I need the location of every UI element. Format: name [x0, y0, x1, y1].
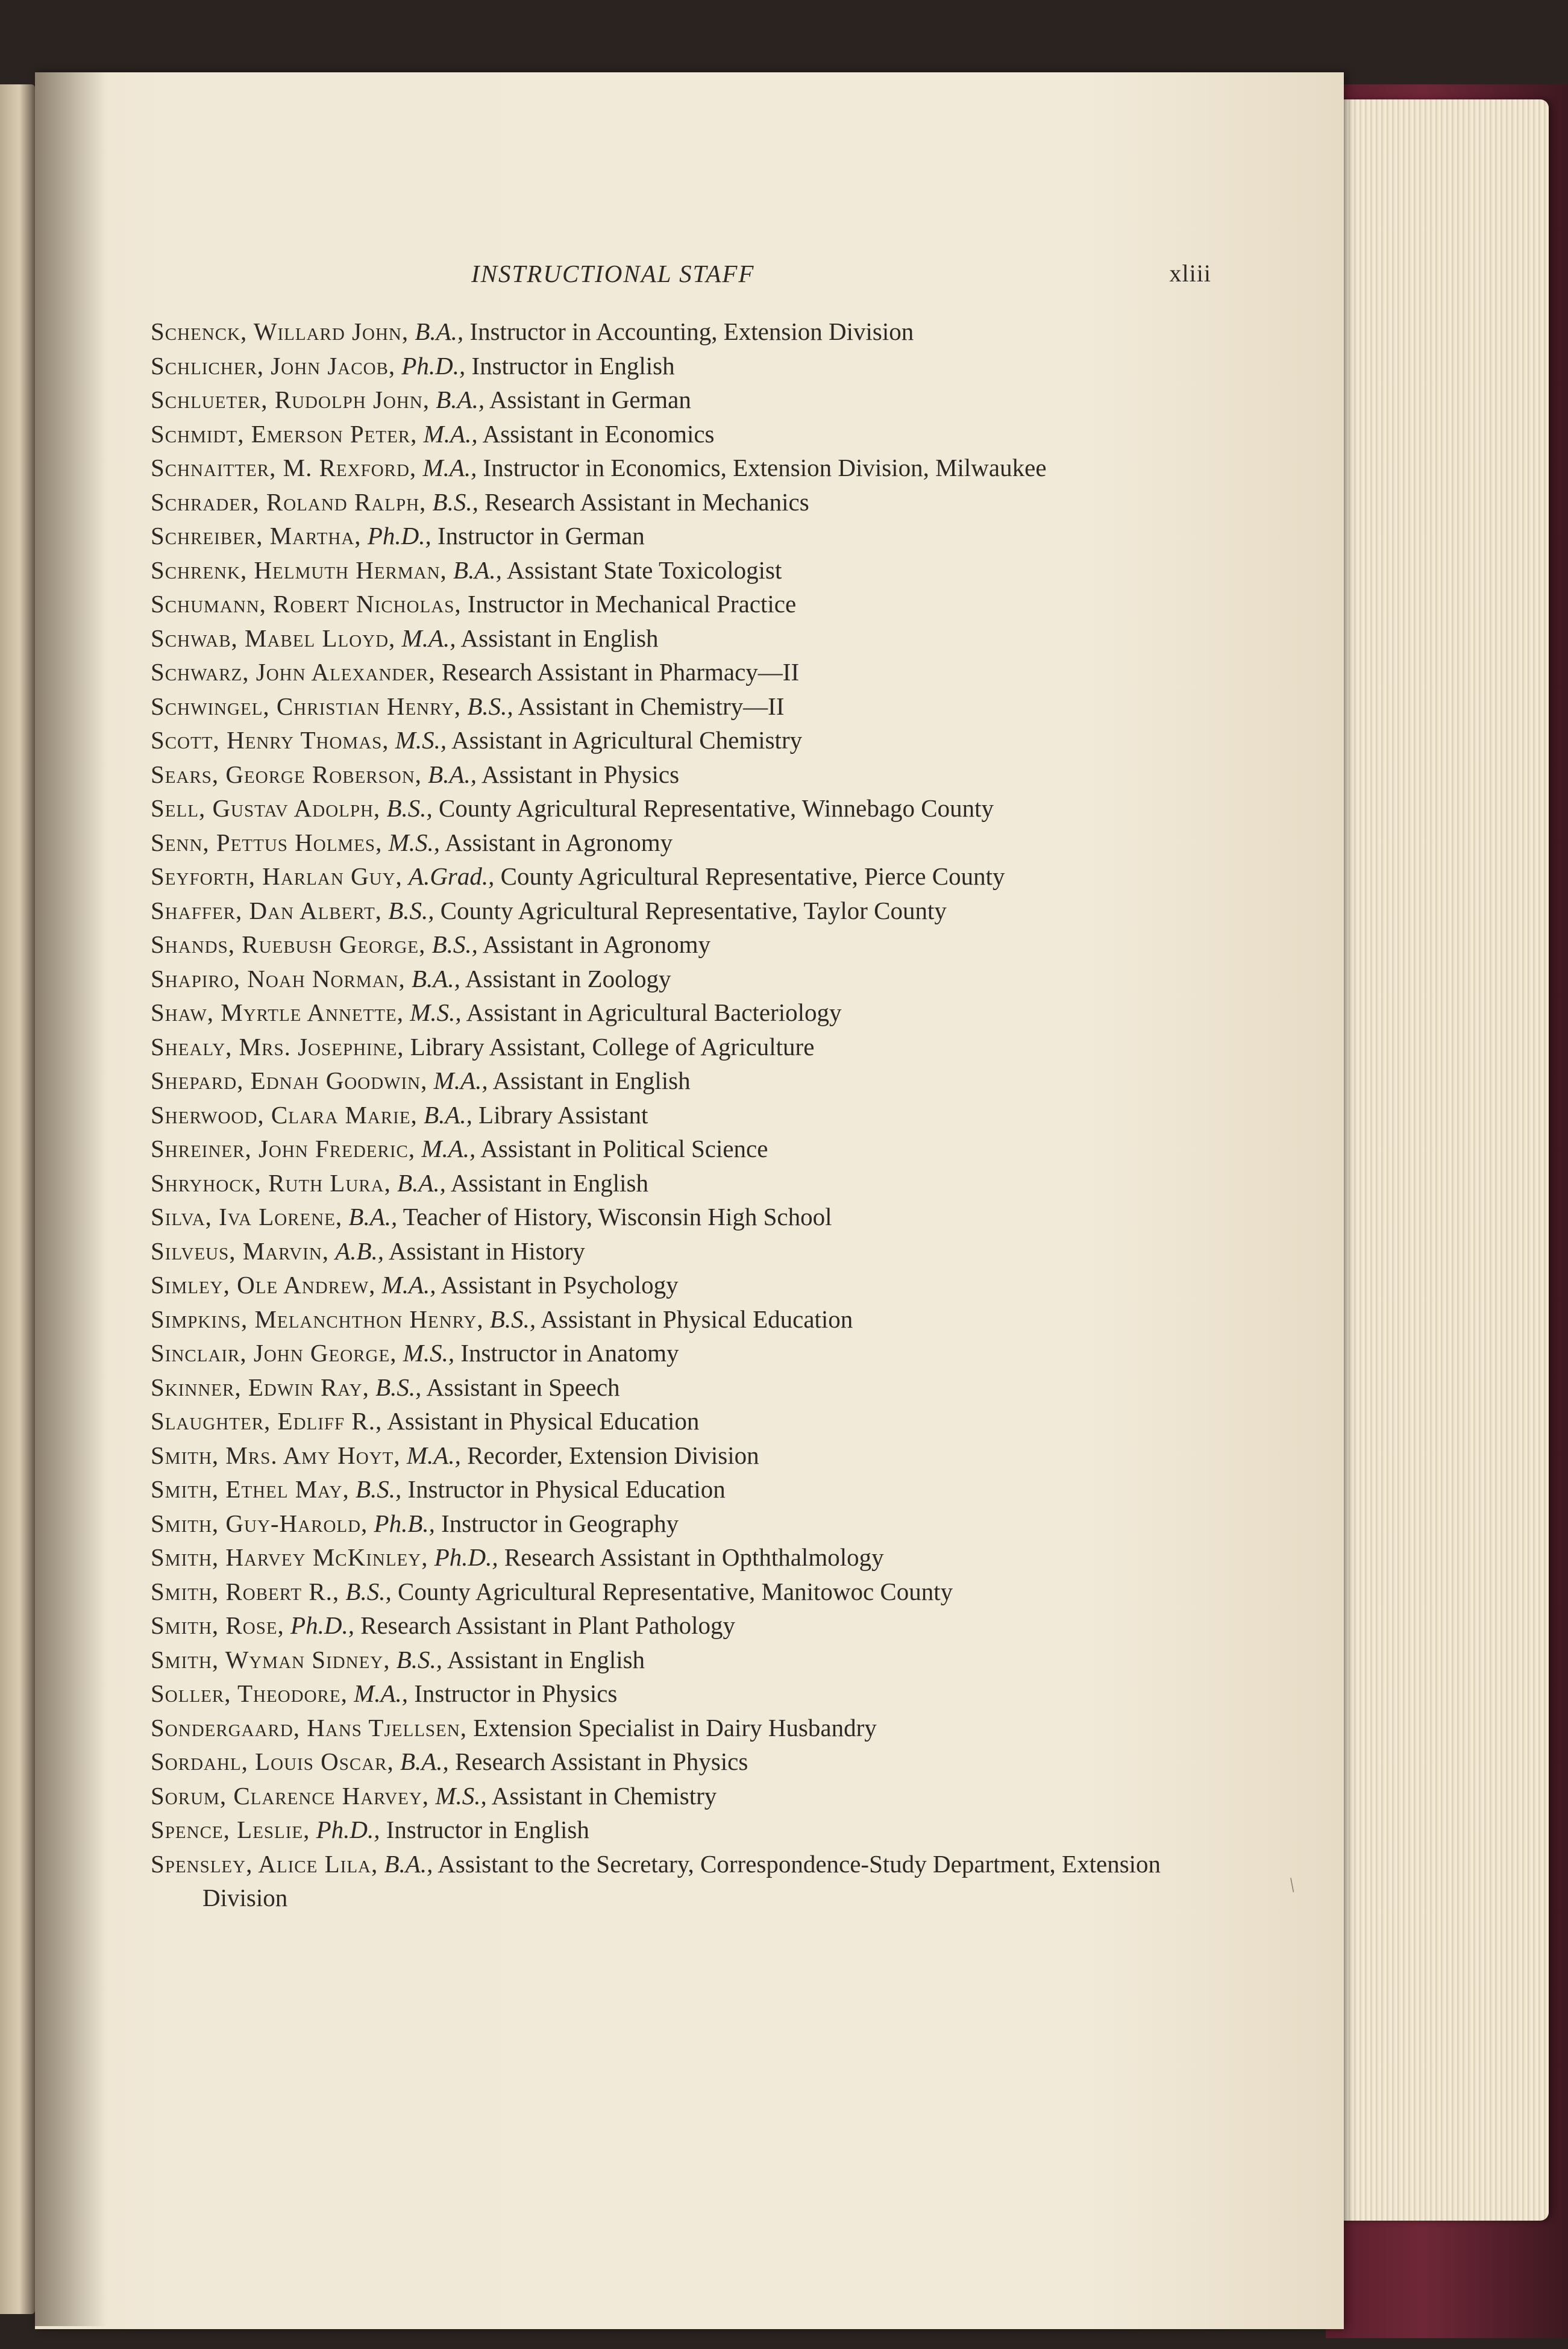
staff-entry: [151, 927, 1199, 962]
staff-entry: [151, 1064, 1199, 1098]
staff-degree: B.S.,: [396, 1645, 443, 1673]
staff-entry: [151, 1404, 1199, 1438]
staff-name: Shealy, Mrs. Josephine,: [151, 1032, 404, 1061]
staff-degree: B.A.,: [436, 386, 485, 413]
staff-entry: [151, 826, 1199, 860]
staff-position: Research Assistant in Plant Pathology: [360, 1611, 735, 1639]
staff-entry: [151, 859, 1199, 894]
staff-degree: Ph.D.,: [401, 351, 466, 380]
staff-position: Assistant in Political Science: [480, 1135, 768, 1162]
staff-position: Assistant in English: [492, 1067, 691, 1094]
staff-entry: [151, 1779, 1199, 1813]
staff-entry: [151, 962, 1199, 996]
staff-degree: B.A.,: [424, 1100, 472, 1129]
staff-name: Spensley, Alice Lila,: [151, 1849, 378, 1878]
pencil-mark: /: [1284, 1874, 1300, 1896]
staff-degree: B.S.,: [355, 1475, 402, 1503]
staff-position: Library Assistant, College of Agriculture: [410, 1032, 815, 1061]
staff-name: Shaw, Myrtle Annette,: [151, 999, 404, 1026]
staff-position: Assistant in History: [389, 1237, 585, 1265]
staff-entry: [151, 417, 1199, 451]
staff-degree: B.S.,: [388, 896, 434, 924]
staff-name: Sell, Gustav Adolph,: [151, 794, 381, 822]
staff-degree: B.A.,: [412, 964, 460, 993]
staff-position: Instructor in Geography: [441, 1509, 679, 1537]
staff-entry: [151, 996, 1199, 1030]
staff-entry: [151, 723, 1199, 757]
staff-position: Assistant in Physical Education: [387, 1407, 700, 1435]
staff-position: Assistant to the Secretary, Correspondence-Study Department, Extension Division: [202, 1849, 1161, 1912]
staff-name: Schrenk, Helmuth Herman,: [151, 556, 447, 584]
staff-entry: [151, 1813, 1199, 1847]
staff-name: Spence, Leslie,: [151, 1816, 310, 1843]
staff-name: Smith, Mrs. Amy Hoyt,: [151, 1441, 401, 1469]
gutter-shadow: [35, 72, 107, 2326]
staff-name: Shreiner, John Frederic,: [151, 1135, 416, 1162]
staff-degree: Ph.B.,: [374, 1509, 435, 1537]
staff-position: County Agricultural Representative, Pierce County: [500, 862, 1005, 890]
staff-degree: Ph.D.,: [434, 1543, 498, 1571]
staff-name: Schnaitter, M. Rexford,: [151, 454, 417, 481]
staff-position: County Agricultural Representative, Taylor County: [440, 896, 947, 924]
staff-entry: [151, 349, 1199, 383]
staff-name: Smith, Wyman Sidney,: [151, 1645, 390, 1673]
staff-position: Assistant in English: [450, 1168, 648, 1197]
staff-position: Library Assistant: [478, 1100, 648, 1129]
staff-position: Assistant in Agronomy: [482, 930, 711, 958]
staff-degree: A.B.,: [335, 1237, 384, 1265]
staff-name: Schumann, Robert Nicholas,: [151, 590, 462, 618]
staff-position: County Agricultural Representative, Winnebago County: [438, 794, 994, 822]
staff-degree: B.S.,: [432, 488, 478, 516]
staff-entry: [151, 315, 1199, 349]
staff-entry: [151, 519, 1199, 553]
staff-name: Shaffer, Dan Albert,: [151, 896, 382, 924]
staff-entry: [151, 1507, 1199, 1541]
staff-degree: B.A.,: [453, 556, 502, 584]
staff-position: Assistant in Chemistry—II: [518, 692, 785, 720]
staff-degree: A.Grad.,: [409, 862, 495, 890]
staff-position: Teacher of History, Wisconsin High School: [403, 1203, 832, 1231]
staff-name: Skinner, Edwin Ray,: [151, 1373, 369, 1401]
staff-position: Assistant in German: [489, 386, 691, 413]
staff-degree: M.S.,: [435, 1781, 487, 1810]
staff-name: Sorum, Clarence Harvey,: [151, 1781, 430, 1810]
staff-entry: [151, 587, 1199, 621]
staff-name: Shapiro, Noah Norman,: [151, 964, 406, 993]
staff-position: Instructor in Economics, Extension Division, Milwaukee: [483, 454, 1047, 481]
staff-entry: [151, 553, 1199, 588]
staff-degree: Ph.D.,: [290, 1611, 354, 1639]
staff-name: Senn, Pettus Holmes,: [151, 828, 383, 856]
staff-entry: [151, 485, 1199, 519]
staff-entry: [151, 1847, 1199, 1915]
staff-entry: [151, 1336, 1199, 1370]
staff-name: Schwab, Mabel Lloyd,: [151, 624, 396, 652]
staff-position: Assistant in Chemistry: [491, 1781, 717, 1810]
staff-position: Recorder, Extension Division: [467, 1441, 759, 1469]
staff-entry: [151, 757, 1199, 792]
staff-position: Research Assistant in Opththalmology: [504, 1543, 884, 1571]
staff-degree: B.A.,: [415, 318, 464, 345]
staff-entry: [151, 1302, 1199, 1337]
staff-entry: [151, 894, 1199, 928]
staff-name: Shepard, Ednah Goodwin,: [151, 1067, 428, 1094]
staff-position: Instructor in Physics: [414, 1679, 618, 1707]
staff-degree: M.A.,: [406, 1441, 461, 1469]
staff-name: Smith, Rose,: [151, 1611, 284, 1639]
staff-name: Soller, Theodore,: [151, 1679, 348, 1707]
staff-position: Research Assistant in Pharmacy—II: [441, 658, 800, 686]
staff-position: Research Assistant in Physics: [455, 1748, 748, 1775]
staff-position: Assistant in Agricultural Chemistry: [451, 726, 803, 754]
staff-entry: [151, 1234, 1199, 1269]
staff-position: Assistant in Economics: [482, 419, 715, 448]
staff-position: Assistant in Speech: [426, 1373, 620, 1401]
staff-entry: [151, 1438, 1199, 1473]
staff-degree: M.S.,: [388, 828, 440, 856]
staff-entry: [151, 1370, 1199, 1405]
staff-degree: M.S.,: [395, 726, 447, 754]
staff-degree: B.A.,: [397, 1168, 446, 1197]
staff-name: Shryhock, Ruth Lura,: [151, 1168, 391, 1197]
staff-position: Assistant in Psychology: [441, 1271, 679, 1299]
staff-entry: [151, 1745, 1199, 1779]
staff-degree: B.S.,: [489, 1305, 536, 1333]
staff-position: Instructor in English: [471, 351, 675, 380]
left-page-edge: [0, 84, 35, 2314]
staff-name: Schlueter, Rudolph John,: [151, 386, 430, 413]
staff-position: Assistant in English: [447, 1645, 645, 1673]
staff-entry: [151, 1200, 1199, 1234]
running-title: INSTRUCTIONAL STAFF: [471, 260, 755, 287]
staff-position: Instructor in Mechanical Practice: [467, 590, 797, 618]
staff-name: Schlicher, John Jacob,: [151, 351, 396, 380]
staff-name: Schenck, Willard John,: [151, 318, 409, 345]
staff-degree: M.A.,: [423, 419, 478, 448]
staff-name: Silveus, Marvin,: [151, 1237, 329, 1265]
staff-name: Schwingel, Christian Henry,: [151, 692, 462, 720]
staff-name: Sherwood, Clara Marie,: [151, 1100, 418, 1129]
staff-entry: [151, 1711, 1199, 1745]
staff-name: Sears, George Roberson,: [151, 760, 422, 788]
page-number: xliii: [1169, 260, 1211, 287]
staff-entry: [151, 1132, 1199, 1166]
staff-degree: B.S.,: [467, 692, 513, 720]
staff-name: Sinclair, John George,: [151, 1339, 397, 1367]
staff-name: Silva, Iva Lorene,: [151, 1203, 343, 1231]
staff-name: Smith, Robert R.,: [151, 1577, 340, 1605]
staff-entry: [151, 1030, 1199, 1064]
staff-name: Schrader, Roland Ralph,: [151, 488, 427, 516]
staff-name: Sordahl, Louis Oscar,: [151, 1748, 394, 1775]
staff-entry: [151, 1575, 1199, 1609]
staff-name: Simley, Ole Andrew,: [151, 1271, 376, 1299]
staff-name: Smith, Harvey McKinley,: [151, 1543, 428, 1571]
staff-degree: B.S.,: [431, 930, 478, 958]
staff-name: Simpkins, Melanchthon Henry,: [151, 1305, 484, 1333]
staff-degree: M.A.,: [354, 1679, 409, 1707]
staff-position: Assistant in Agricultural Bacteriology: [466, 999, 842, 1026]
staff-name: Sondergaard, Hans Tjellsen,: [151, 1713, 467, 1742]
staff-entry: [151, 451, 1199, 485]
staff-position: Instructor in English: [386, 1816, 589, 1843]
staff-degree: M.A.,: [433, 1067, 488, 1094]
staff-degree: B.S.,: [375, 1373, 422, 1401]
staff-degree: M.S.,: [403, 1339, 455, 1367]
staff-degree: M.A.,: [421, 1135, 476, 1162]
staff-position: Research Assistant in Mechanics: [485, 488, 809, 516]
staff-position: Instructor in Accounting, Extension Division: [469, 318, 914, 345]
staff-degree: B.A.,: [400, 1748, 449, 1775]
staff-position: Instructor in German: [437, 522, 645, 550]
staff-entry: [151, 1540, 1199, 1575]
staff-entry: [151, 689, 1199, 724]
staff-name: Scott, Henry Thomas,: [151, 726, 389, 754]
staff-degree: B.S.,: [386, 794, 433, 822]
staff-name: Schmidt, Emerson Peter,: [151, 419, 418, 448]
staff-name: Seyforth, Harlan Guy,: [151, 862, 403, 890]
page-edges: [1335, 99, 1549, 2221]
staff-entry: [151, 1166, 1199, 1200]
staff-degree: M.S.,: [410, 999, 462, 1026]
staff-position: Assistant in Agronomy: [444, 828, 673, 856]
staff-position: Assistant in Physics: [481, 760, 680, 788]
staff-name: Shands, Ruebush George,: [151, 930, 426, 958]
staff-position: Extension Specialist in Dairy Husbandry: [473, 1713, 877, 1742]
staff-name: Smith, Guy-Harold,: [151, 1509, 368, 1537]
staff-position: Assistant in English: [460, 624, 659, 652]
staff-position: Assistant in Physical Education: [541, 1305, 853, 1333]
staff-entry: [151, 621, 1199, 656]
staff-position: Instructor in Anatomy: [460, 1339, 679, 1367]
staff-list: [151, 315, 1199, 1915]
staff-degree: M.A.,: [381, 1271, 436, 1299]
staff-degree: Ph.D.,: [367, 522, 431, 550]
staff-entry: [151, 1268, 1199, 1302]
staff-entry: [151, 1608, 1199, 1643]
staff-degree: M.A.,: [422, 454, 477, 481]
staff-name: Schreiber, Martha,: [151, 522, 362, 550]
staff-name: Slaughter, Edliff R.,: [151, 1407, 383, 1435]
staff-degree: B.A.,: [428, 760, 477, 788]
staff-position: Assistant State Toxicologist: [506, 556, 782, 584]
staff-degree: Ph.D.,: [316, 1816, 380, 1843]
staff-position: County Agricultural Representative, Manitowoc County: [397, 1577, 953, 1605]
staff-position: Instructor in Physical Education: [407, 1475, 726, 1503]
staff-entry: [151, 791, 1199, 826]
staff-degree: M.A.,: [401, 624, 456, 652]
staff-entry: [151, 1643, 1199, 1677]
page-header: [471, 259, 1211, 295]
staff-entry: [151, 383, 1199, 417]
staff-name: Schwarz, John Alexander,: [151, 658, 436, 686]
staff-entry: [151, 1676, 1199, 1711]
staff-degree: B.S.,: [345, 1577, 392, 1605]
staff-entry: [151, 1472, 1199, 1507]
staff-name: Smith, Ethel May,: [151, 1475, 350, 1503]
staff-entry: [151, 655, 1199, 689]
staff-position: Assistant in Zoology: [465, 964, 671, 993]
staff-degree: B.A.,: [384, 1849, 433, 1878]
staff-degree: B.A.,: [348, 1203, 398, 1231]
staff-entry: [151, 1098, 1199, 1132]
